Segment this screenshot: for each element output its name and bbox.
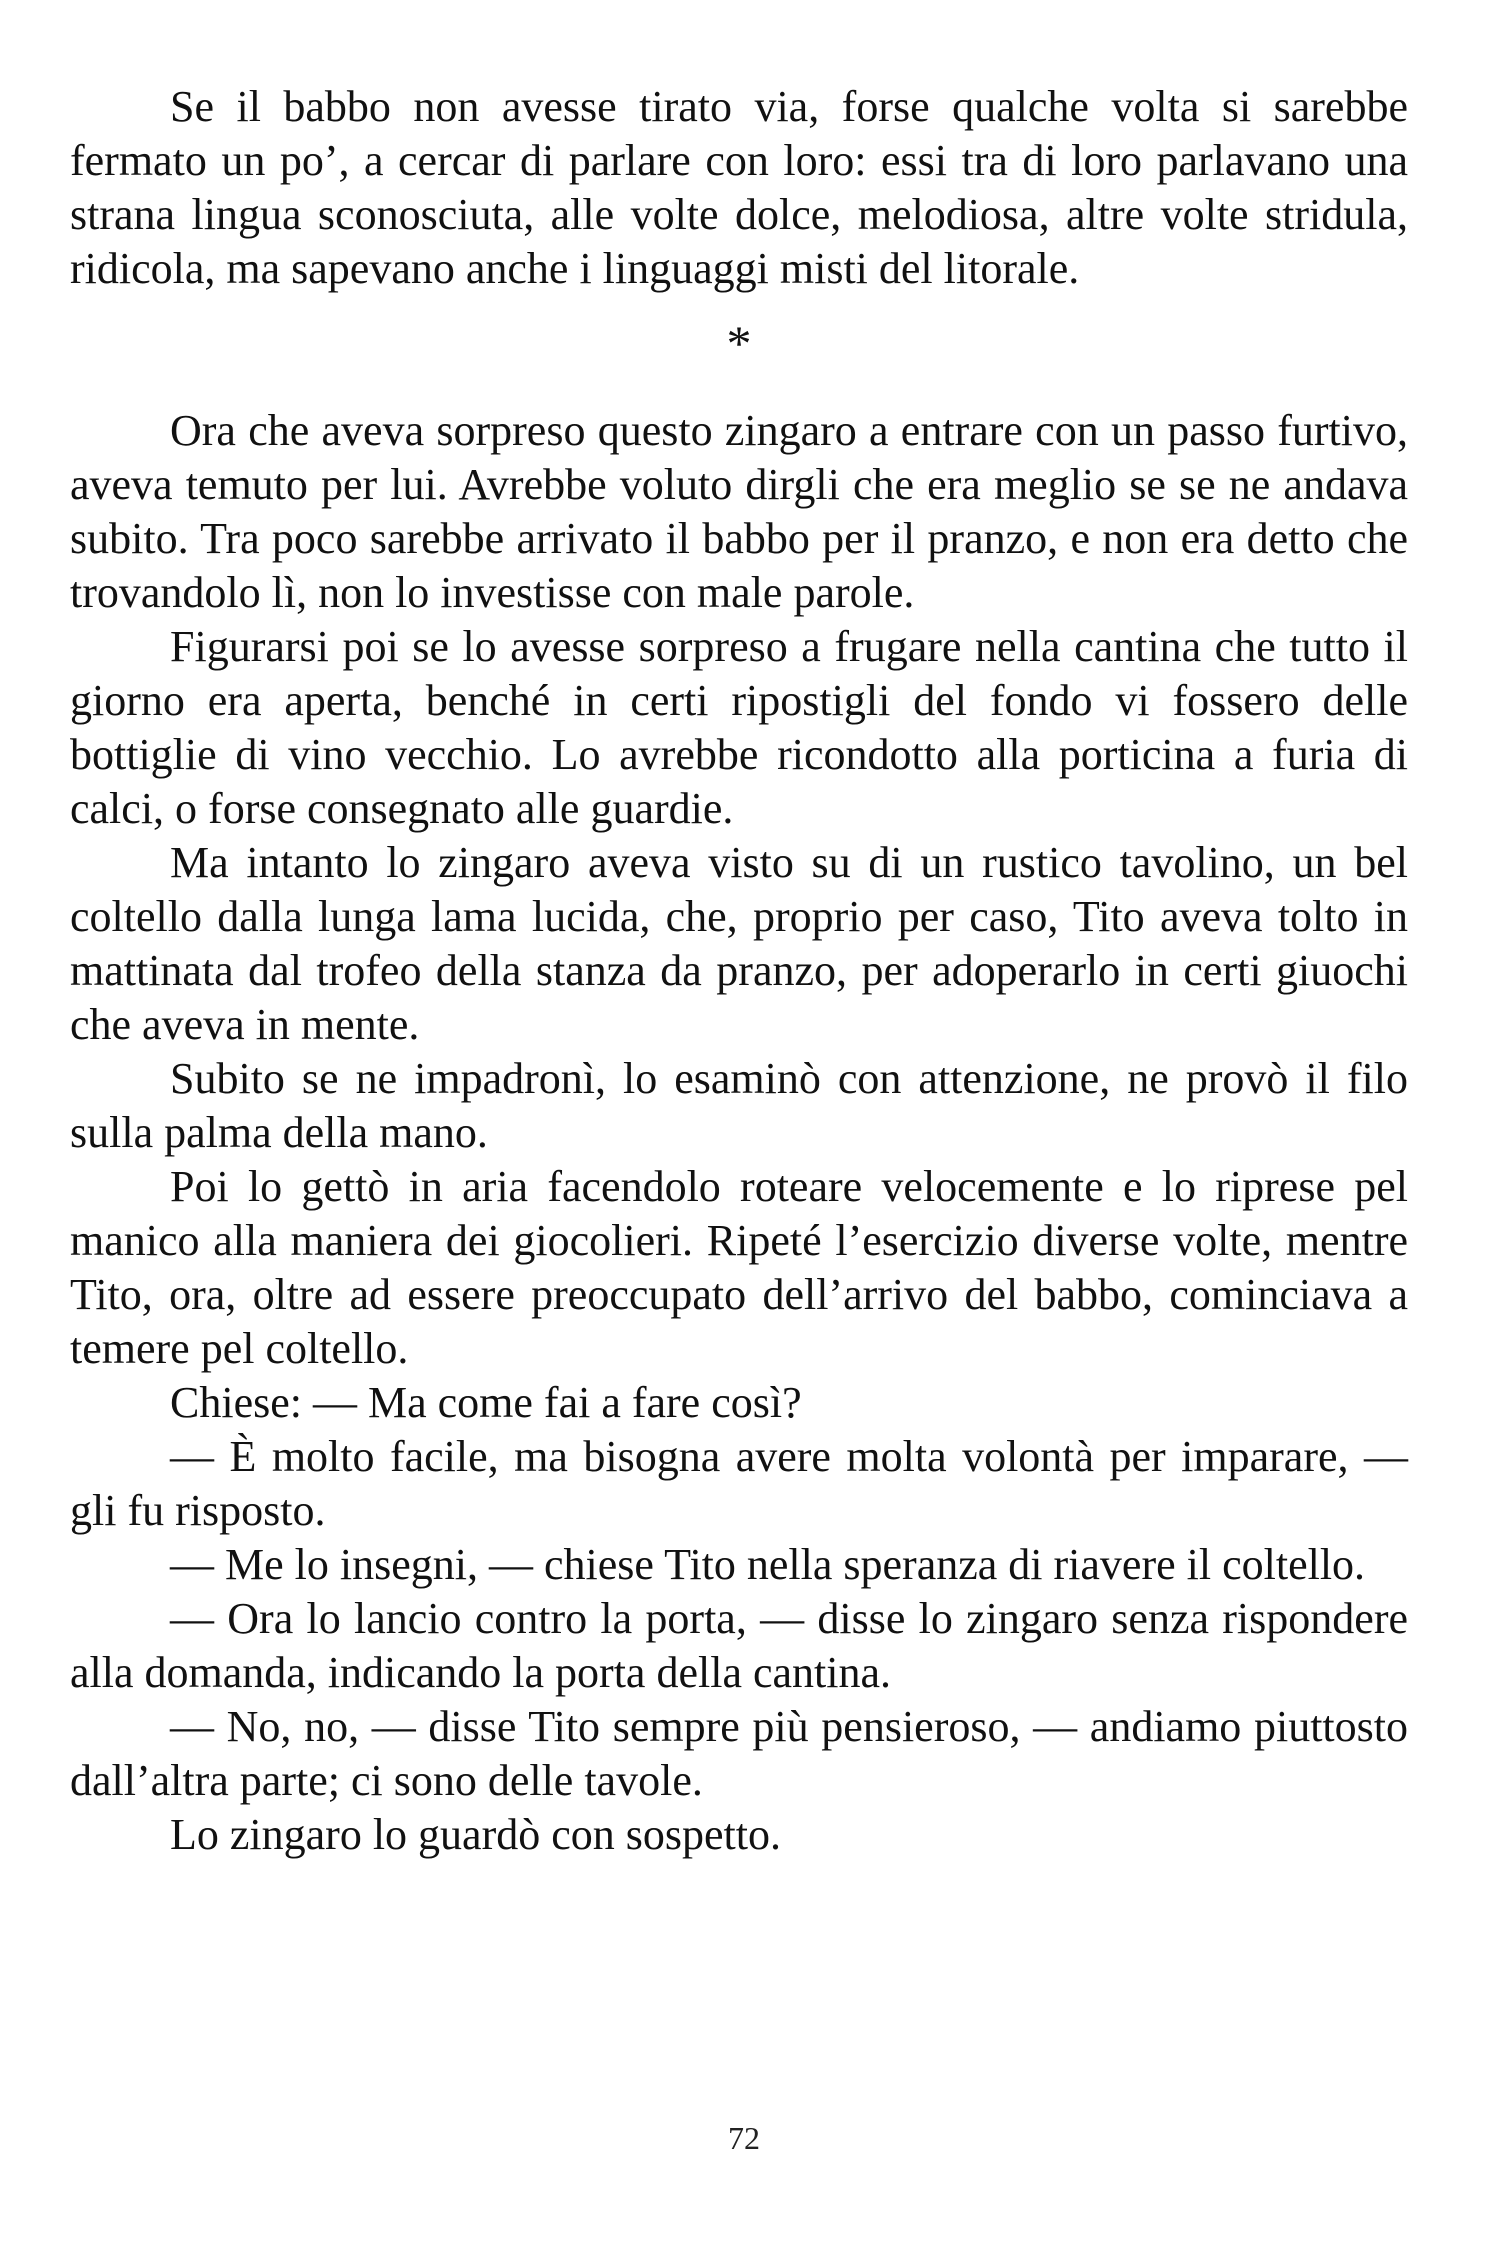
paragraph-10: — Ora lo lancio contro la porta, — disse lo zingaro senza rispondere alla domanda, indicando la porta della cantina. bbox=[70, 1594, 1408, 1697]
paragraph-5: Subito se ne impadronì, lo esaminò con attenzione, ne provò il filo sulla palma della mano. bbox=[70, 1054, 1408, 1157]
paragraph-6: Poi lo gettò in aria facendolo roteare velocemente e lo riprese pel manico alla maniera dei giocolieri. Ripeté l’esercizio diverse volte, mentre Tito, ora, oltre ad essere preoccupato dell’arrivo del babbo, cominciava a temere pel coltello. bbox=[70, 1162, 1408, 1373]
paragraph-2: Ora che aveva sorpreso questo zingaro a entrare con un passo furtivo, aveva temuto per lui. Avrebbe voluto dirgli che era meglio se se ne andava subito. Tra poco sarebbe arrivato il babbo per il pranzo, e non era detto che trovandolo lì, non lo investisse con male parole. bbox=[70, 406, 1408, 617]
paragraph-9: — Me lo insegni, — chiese Tito nella speranza di riavere il coltello. bbox=[170, 1540, 1366, 1589]
section-separator: * bbox=[726, 315, 752, 371]
paragraph-12: Lo zingaro lo guardò con sospetto. bbox=[170, 1810, 781, 1859]
paragraph-4: Ma intanto lo zingaro aveva visto su di un rustico tavolino, un bel coltello dalla lunga lama lucida, che, proprio per caso, Tito aveva tolto in mattinata dal trofeo della stanza da pranzo, per adoperarlo in certi giuochi che aveva in mente. bbox=[70, 838, 1408, 1049]
page-number: 72 bbox=[728, 2120, 760, 2156]
paragraph-1: Se il babbo non avesse tirato via, forse qualche volta si sarebbe fermato un po’, a cercar di parlare con loro: essi tra di loro parlavano una strana lingua sconosciuta, alle volte dolce, melodiosa, altre volte stridula, ridicola, ma sapevano anche i linguaggi misti del litorale. bbox=[70, 82, 1408, 293]
page-text bbox=[70, 80, 1408, 1862]
paragraph-8: — È molto facile, ma bisogna avere molta volontà per imparare, — gli fu risposto. bbox=[70, 1432, 1408, 1535]
paragraph-7: Chiese: — Ma come fai a fare così? bbox=[170, 1378, 802, 1427]
paragraph-3: Figurarsi poi se lo avesse sorpreso a frugare nella cantina che tutto il giorno era aperta, benché in certi ripostigli del fondo vi fossero delle bottiglie di vino vecchio. Lo avrebbe ricondotto alla porticina a furia di calci, o forse consegnato alle guardie. bbox=[70, 622, 1408, 833]
paragraph-11: — No, no, — disse Tito sempre più pensieroso, — andiamo piuttosto dall’altra parte; ci sono delle tavole. bbox=[70, 1702, 1408, 1805]
